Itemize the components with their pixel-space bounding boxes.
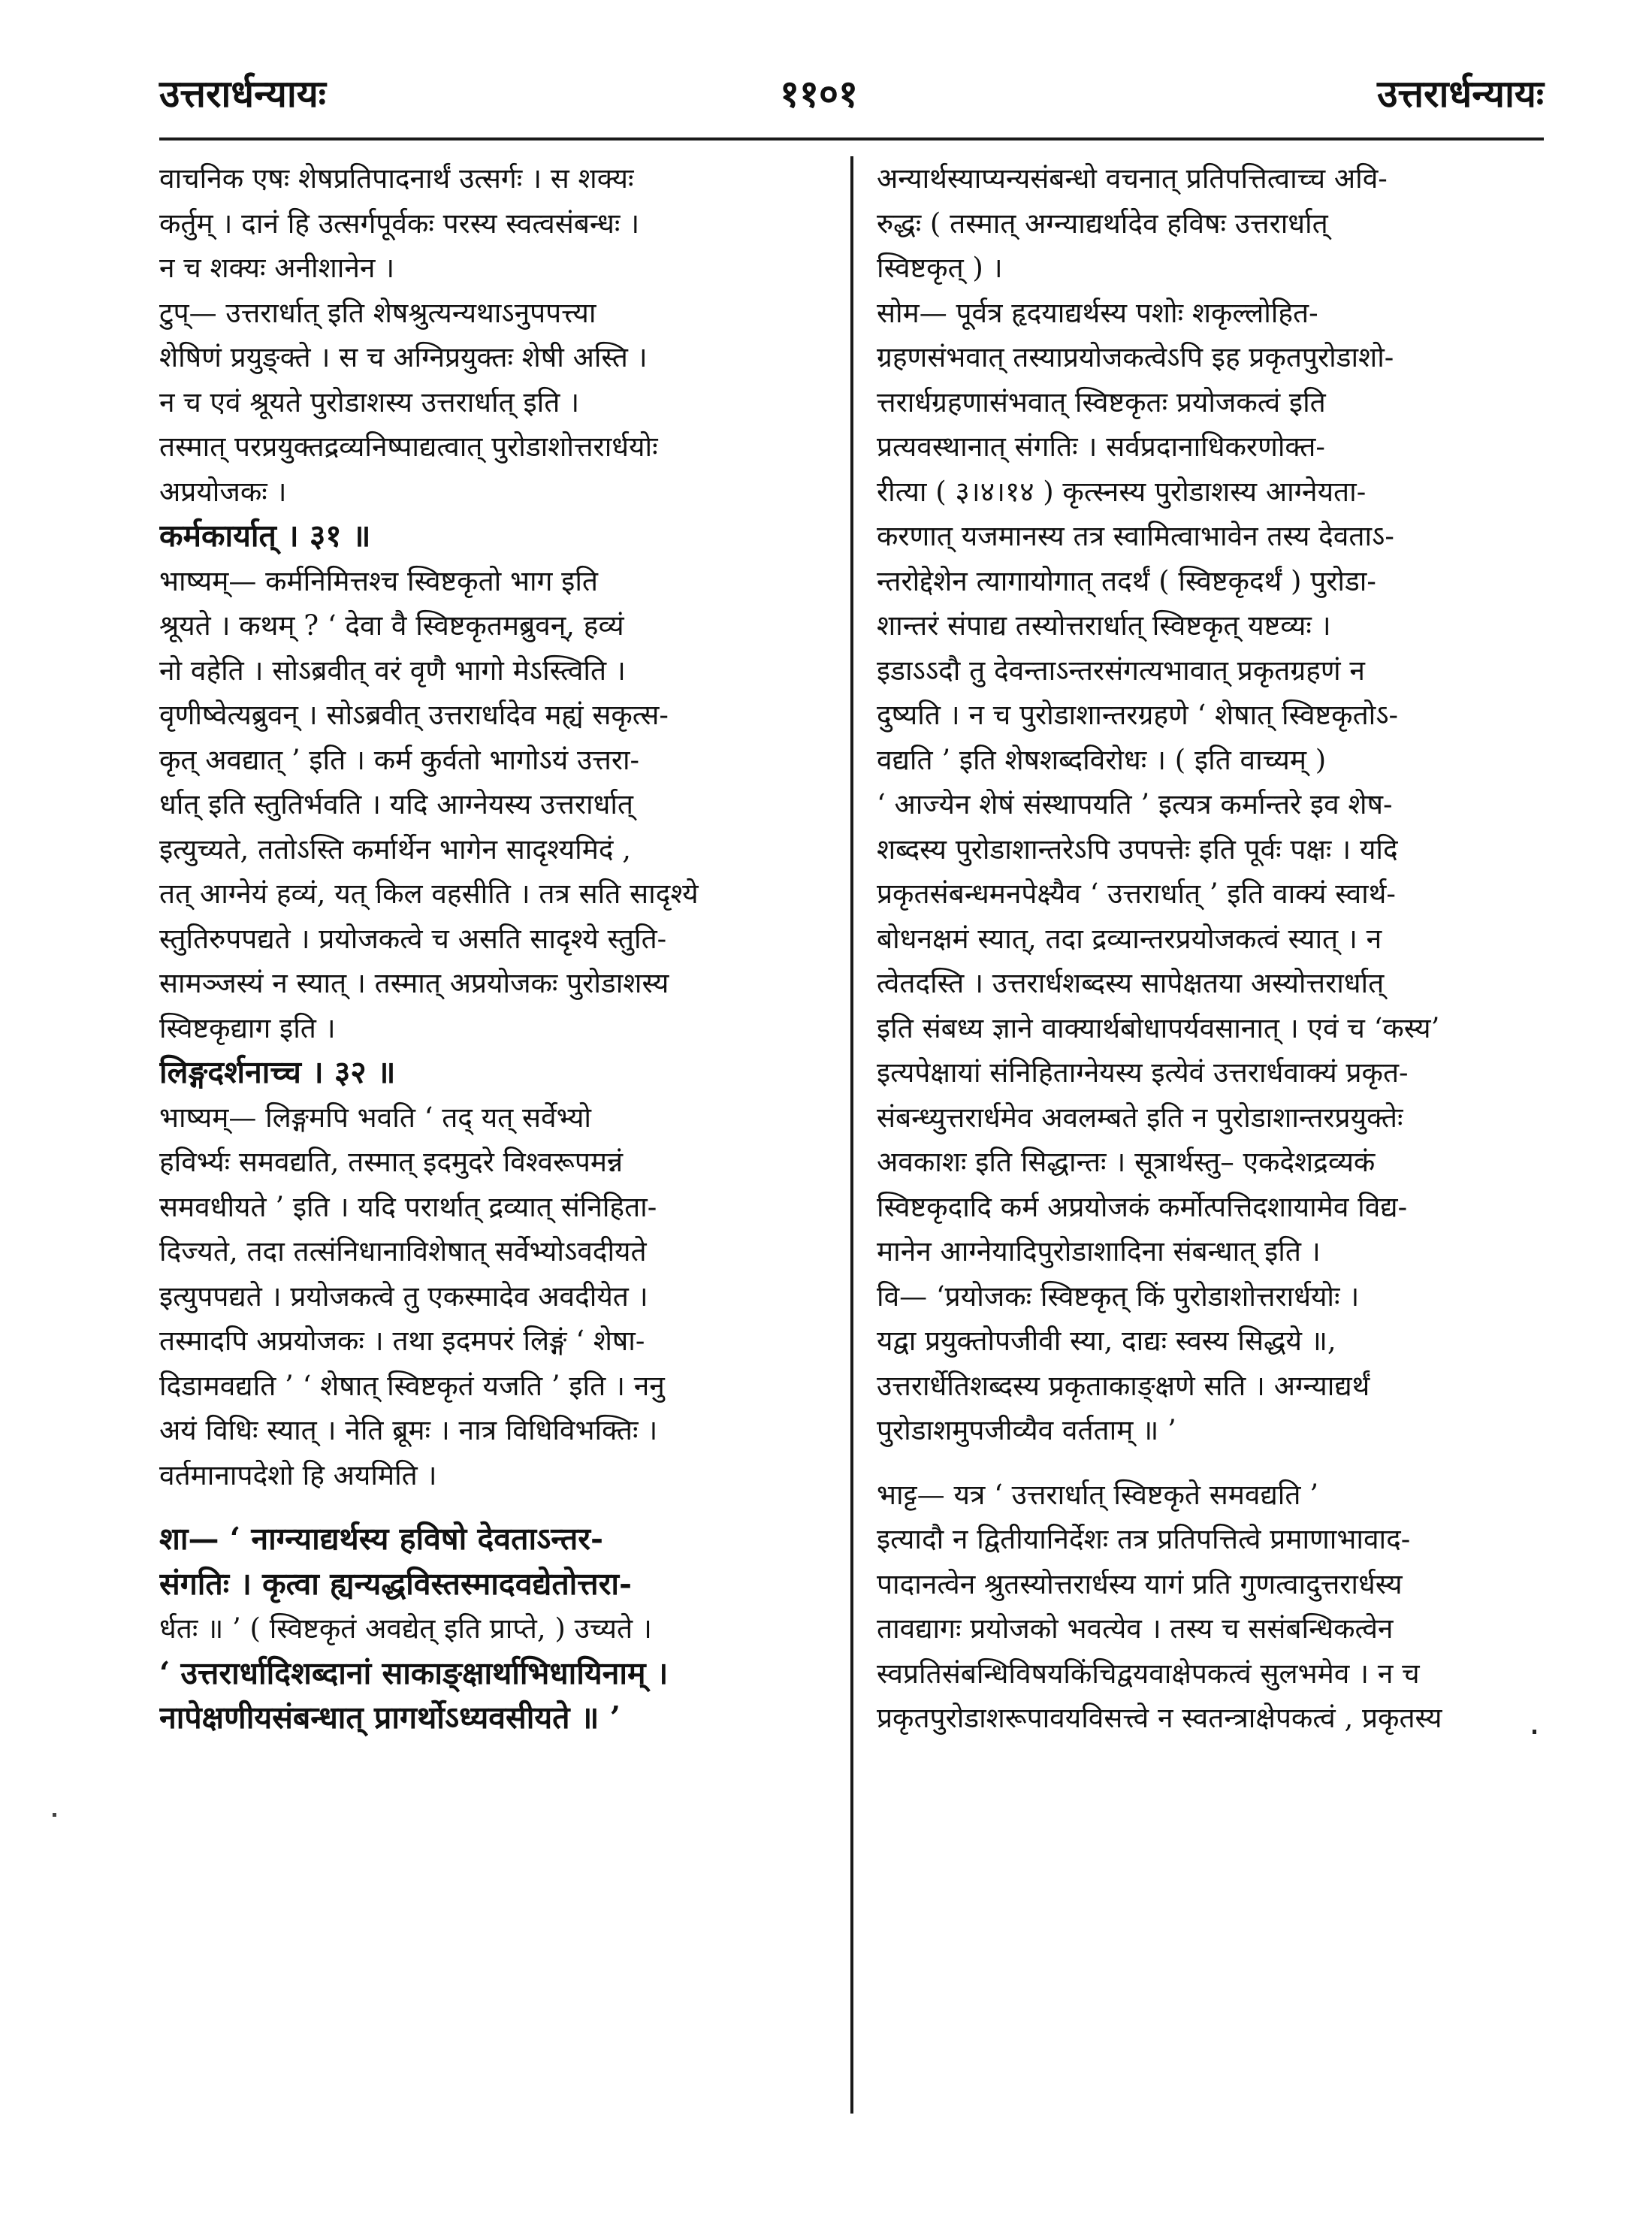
text-line: स्तुतिरुपपद्यते । प्रयोजकत्वे च असति सादृश्ये स्तुति- [159, 922, 667, 955]
header-rule [159, 137, 1544, 141]
paragraph [877, 156, 1544, 291]
text-line: पुरोडाशमुपजीव्यैव वर्तताम् ॥ ’ [877, 1414, 1176, 1446]
text-line: स्विष्टकृद्याग इति । [159, 1011, 336, 1044]
text-line: करणात् यजमानस्य तत्र स्वामित्वाभावेन तस्य देवताऽ- [877, 520, 1394, 552]
text-line: र्धात् इति स्तुतिर्भवति । यदि आग्नेयस्य उत्तरार्धात् [159, 788, 634, 820]
text-line: तावद्यागः प्रयोजको भवत्येव । तस्य च ससंबन्धिकत्वेन [877, 1612, 1394, 1645]
spacer [877, 1453, 1544, 1473]
text-line: स्वप्रतिसंबन्धिविषयकिंचिद्वयवाक्षेपकत्वं सुलभमेव । न च [877, 1657, 1420, 1690]
text-line: भाष्यम्— लिङ्गमपि भवति ‘ तद् यत् सर्वेभ्यो [159, 1101, 592, 1134]
text-line: भाष्यम्— कर्मनिमित्तश्च स्विष्टकृतो भाग इति [159, 564, 599, 597]
text-line: शान्तरं संपाद्य तस्योत्तरार्धात् स्विष्टकृत् यष्टव्यः । [877, 609, 1331, 642]
text-line: त्तरार्धग्रहणासंभवात् स्विष्टकृतः प्रयोजकत्वं इति [877, 385, 1326, 419]
text-line: न च एवं श्रूयते पुरोडाशस्य उत्तरार्धात् इति । [159, 385, 580, 419]
text-line: अन्यार्थस्याप्यन्यसंबन्धो वचनात् प्रतिपत्तित्वाच्च अवि- [877, 162, 1388, 195]
text-line: पादानत्वेन श्रुतस्योत्तरार्धस्य यागं प्रति गुणत्वादुत्तरार्धस्य [877, 1567, 1403, 1600]
text-line: हविर्भ्यः समवद्यति, तस्मात् इदमुदरे विश्वरूपमन्नं [159, 1146, 624, 1178]
text-line: ‘ आज्येन शेषं संस्थापयति ’ इत्यत्र कर्मान्तरे इव शेष- [877, 788, 1393, 820]
running-header-right: उत्तरार्धन्यायः [1377, 71, 1544, 116]
paragraph [159, 559, 828, 1051]
text-line: इत्यपेक्षायां संनिहिताग्नेयस्य इत्येवं उत्तरार्धवाक्यं प्रकृत- [877, 1056, 1409, 1089]
text-line: सामञ्जस्यं न स्यात् । तस्मात् अप्रयोजकः पुरोडाशस्य [159, 967, 669, 999]
paragraph [159, 291, 828, 515]
text-line: तस्मादपि अप्रयोजकः । तथा इदमपरं लिङ्गं ‘ शेषा- [159, 1325, 645, 1357]
text-line: न च शक्यः अनीशानेन । [159, 252, 395, 284]
text-line: शेषिणं प्रयुङ्क्ते । स च अग्निप्रयुक्तः शेषी अस्ति । [159, 341, 648, 373]
scan-speck [53, 1813, 56, 1817]
text-line: प्रत्यवस्थानात् संगतिः । सर्वप्रदानाधिकरणोक्त- [877, 431, 1325, 463]
paragraph [877, 1274, 1544, 1453]
spacer [159, 1497, 828, 1517]
paragraph [877, 291, 1544, 1274]
text-line: इडाऽऽदौ तु देवन्ताऽन्तरसंगत्यभावात् प्रकृतग्रहणं न [877, 654, 1365, 687]
right-column [877, 156, 1544, 1741]
text-line: वृणीष्वेत्यब्रुवन् । सोऽब्रवीत् उत्तरार्धादेव मह्यं सकृत्स- [159, 699, 669, 731]
text-line: इत्यादौ न द्वितीयानिर्देशः तत्र प्रतिपत्तित्वे प्रमाणाभावाद- [877, 1523, 1411, 1555]
text-line: समवधीयते ’ इति । यदि परार्थात् द्रव्यात् संनिहिता- [159, 1190, 657, 1223]
text-line: संबन्ध्युत्तरार्धमेव अवलम्बते इति न पुरोडाशान्तरप्रयुक्तेः [877, 1101, 1403, 1134]
text-line: कर्तुम् । दानं हि उत्सर्गपूर्वकः परस्य स्वत्वसंबन्धः । [159, 207, 640, 240]
text-line: ग्रहणसंभवात् तस्याप्रयोजकत्वेऽपि इह प्रकृतपुरोडाशो- [877, 341, 1394, 373]
text-line: ‘ उत्तरार्धादिशब्दानां साकाङ्क्षार्थाभिधायिनाम् । [159, 1654, 669, 1691]
text-line: वद्यति ’ इति शेषशब्दविरोधः । ( इति वाच्यम् ) [877, 743, 1327, 776]
sutra-heading: कर्मकार्यात् । ३१ ॥ [159, 518, 371, 554]
text-line: त्वेतदस्ति । उत्तरार्धशब्दस्य सापेक्षतया अस्योत्तरार्धात् [877, 967, 1385, 999]
text-line: दिज्यते, तदा तत्संनिधानाविशेषात् सर्वेभ्योऽवदीयते [159, 1235, 647, 1268]
text-line: इत्युपपद्यते । प्रयोजकत्वे तु एकस्मादेव अवदीयेत । [159, 1280, 648, 1313]
text-line: वि— ‘प्रयोजकः स्विष्टकृत् किं पुरोडाशोत्तरार्धयोः । [877, 1280, 1360, 1313]
text-line: वर्तमानापदेशो हि अयमिति । [159, 1458, 437, 1491]
text-line: शा— ‘ नाग्न्याद्यर्थस्य हविषो देवताऽन्तर- [159, 1521, 604, 1557]
text-line: दिडामवद्यति ’ ‘ शेषात् स्विष्टकृतं यजति ’ इति । ननु [159, 1369, 665, 1402]
text-line: अप्रयोजकः । [159, 475, 287, 508]
text-line: स्विष्टकृदादि कर्म अप्रयोजकं कर्मोत्पत्तिदशायामेव विद्य- [877, 1190, 1408, 1223]
text-line: रुद्धः ( तस्मात् अग्न्याद्यर्थादेव हविषः उत्तरार्धात् [877, 207, 1328, 240]
text-line: तस्मात् परप्रयुक्तद्रव्यनिष्पाद्यत्वात् पुरोडाशोत्तरार्धयोः [159, 431, 658, 463]
text-line: र्धतः ॥ ’ ( स्विष्टकृतं अवद्येत् इति प्राप्ते, ) उच्यते । [159, 1612, 652, 1645]
text-line: टुप्— उत्तरार्धात् इति शेषश्रुत्यन्यथाऽनुपपत्त्या [159, 296, 596, 329]
text-line: न्तरोद्देशेन त्यागायोगात् तदर्थं ( स्विष्टकृदर्थं ) पुरोडा- [877, 564, 1376, 597]
text-line: शब्दस्य पुरोडाशान्तरेऽपि उपपत्तेः इति पूर्वः पक्षः । यदि [877, 832, 1398, 866]
sutra-heading: लिङ्गदर्शनाच्च । ३२ ॥ [159, 1054, 396, 1090]
page-number: ११०१ [780, 71, 858, 116]
left-column [159, 156, 828, 1741]
text-line: प्रकृतसंबन्धमनपेक्ष्यैव ‘ उत्तरार्धात् ’ इति वाक्यं स्वार्थ- [877, 878, 1396, 910]
paragraph [159, 1517, 828, 1741]
text-line: दुष्यति । न च पुरोडाशान्तरग्रहणे ‘ शेषात् स्विष्टकृतोऽ- [877, 699, 1399, 731]
text-line: मानेन आग्नेयादिपुरोडाशादिना संबन्धात् इति । [877, 1235, 1321, 1268]
text-line: भाट्ट— यत्र ‘ उत्तरार्धात् स्विष्टकृते समवद्यति ’ [877, 1478, 1319, 1511]
column-divider [850, 156, 853, 2114]
paragraph [159, 1095, 828, 1498]
text-line: संगतिः । कृत्वा ह्यन्यद्धविस्तस्मादवद्येतोत्तरा- [159, 1565, 633, 1602]
text-line: इत्युच्यते, ततोऽस्ति कर्मार्थेन भागेन सादृश्यमिदं , [159, 832, 632, 866]
text-line: वाचनिक एषः शेषप्रतिपादनार्थं उत्सर्गः । स शक्यः [159, 162, 634, 195]
text-line: तत् आग्नेयं हव्यं, यत् किल वहसीति । तत्र सति सादृश्ये [159, 878, 699, 910]
text-line: बोधनक्षमं स्यात्, तदा द्रव्यान्तरप्रयोजकत्वं स्यात् । न [877, 922, 1382, 955]
text-line: अयं विधिः स्यात् । नेति ब्रूमः । नात्र विधिविभक्तिः । [159, 1414, 658, 1446]
text-line: नापेक्षणीयसंबन्धात् प्रागर्थोऽध्यवसीयते ॥ ’ [159, 1700, 621, 1736]
text-line: कृत् अवद्यात् ’ इति । कर्म कुर्वतो भागोऽयं उत्तरा- [159, 743, 640, 776]
text-line: यद्वा प्रयुक्तोपजीवी स्या, दाद्यः स्वस्य सिद्धये ॥, [877, 1325, 1336, 1357]
text-line: रीत्या ( ३।४।१४ ) कृत्स्नस्य पुरोडाशस्य आग्नेयता- [877, 475, 1367, 508]
margin-mark [1533, 1730, 1536, 1734]
text-line: स्विष्टकृत् ) । [877, 252, 1003, 284]
text-line: अवकाशः इति सिद्धान्तः । सूत्रार्थस्तु– एकदेशद्रव्यकं [877, 1146, 1376, 1178]
paragraph [159, 156, 828, 291]
text-line: श्रूयते । कथम् ? ‘ देवा वै स्विष्टकृतमब्रुवन्, हव्यं [159, 609, 624, 642]
text-line: प्रकृतपुरोडाशरूपावयविसत्त्वे न स्वतन्त्राक्षेपकत्वं , प्रकृतस्य [877, 1702, 1442, 1734]
text-line: इति संबध्य ज्ञाने वाक्यार्थबोधापर्यवसानात् । एवं च ‘कस्य’ [877, 1011, 1440, 1044]
paragraph [877, 1473, 1544, 1741]
text-line: नो वहेति । सोऽब्रवीत् वरं वृणै भागो मेऽस्त्विति । [159, 654, 626, 687]
running-header-left: उत्तरार्धन्यायः [159, 71, 326, 116]
text-line: उत्तरार्धेतिशब्दस्य प्रकृताकाङ्क्षणे सति । अग्न्याद्यर्थं [877, 1369, 1370, 1402]
text-line: सोम— पूर्वत्र हृदयाद्यर्थस्य पशोः शकृल्लोहित- [877, 296, 1318, 329]
